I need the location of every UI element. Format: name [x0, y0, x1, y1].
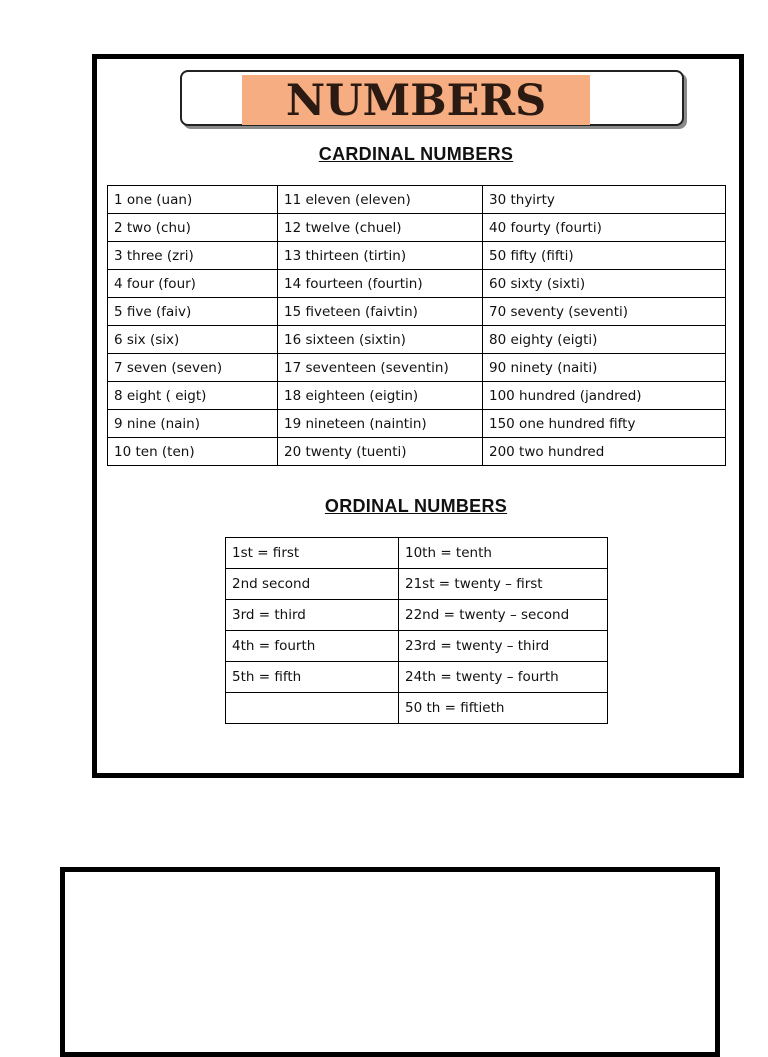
table-cell: 40 fourty (fourti) — [483, 214, 726, 242]
table-row — [226, 538, 608, 569]
table-cell: 9 nine (nain) — [108, 410, 278, 438]
table-row — [108, 326, 726, 354]
table-row — [108, 270, 726, 298]
table-cell: 19 nineteen (naintin) — [278, 410, 483, 438]
table-cell: 22nd = twenty – second — [399, 600, 608, 631]
table-row — [108, 298, 726, 326]
table-cell: 8 eight ( eigt) — [108, 382, 278, 410]
table-cell: 7 seven (seven) — [108, 354, 278, 382]
bottom-border-frame — [60, 867, 720, 1057]
table-cell: 60 sixty (sixti) — [483, 270, 726, 298]
table-row — [108, 186, 726, 214]
table-cell: 2nd second — [226, 569, 399, 600]
table-row — [108, 354, 726, 382]
table-cell: 5th = fifth — [226, 662, 399, 693]
table-cell: 13 thirteen (tirtin) — [278, 242, 483, 270]
table-cell: 1 one (uan) — [108, 186, 278, 214]
table-cell: 200 two hundred — [483, 438, 726, 466]
table-cell: 10 ten (ten) — [108, 438, 278, 466]
table-cell: 90 ninety (naiti) — [483, 354, 726, 382]
table-cell: 100 hundred (jandred) — [483, 382, 726, 410]
table-cell: 70 seventy (seventi) — [483, 298, 726, 326]
table-cell: 6 six (six) — [108, 326, 278, 354]
table-cell: 50 fifty (fifti) — [483, 242, 726, 270]
table-cell: 23rd = twenty – third — [399, 631, 608, 662]
table-cell: 4th = fourth — [226, 631, 399, 662]
table-cell: 21st = twenty – first — [399, 569, 608, 600]
table-cell: 14 fourteen (fourtin) — [278, 270, 483, 298]
ordinal-heading: ORDINAL NUMBERS — [324, 496, 508, 516]
ordinal-numbers-table — [225, 537, 608, 724]
cardinal-numbers-table — [107, 185, 726, 466]
table-cell: 20 twenty (tuenti) — [278, 438, 483, 466]
table-cell: 80 eighty (eigti) — [483, 326, 726, 354]
table-row — [226, 600, 608, 631]
table-cell: 16 sixteen (sixtin) — [278, 326, 483, 354]
table-row — [226, 662, 608, 693]
table-row — [108, 214, 726, 242]
cardinal-heading: CARDINAL NUMBERS — [318, 144, 514, 164]
table-cell: 150 one hundred fifty — [483, 410, 726, 438]
table-cell: 24th = twenty – fourth — [399, 662, 608, 693]
table-row — [108, 242, 726, 270]
table-row — [108, 382, 726, 410]
table-row — [226, 693, 608, 724]
table-cell: 4 four (four) — [108, 270, 278, 298]
table-cell: 17 seventeen (seventin) — [278, 354, 483, 382]
table-cell — [226, 693, 399, 724]
table-row — [226, 631, 608, 662]
table-cell: 30 thyirty — [483, 186, 726, 214]
table-row — [226, 569, 608, 600]
table-cell: 18 eighteen (eigtin) — [278, 382, 483, 410]
table-cell: 50 th = fiftieth — [399, 693, 608, 724]
table-cell: 2 two (chu) — [108, 214, 278, 242]
table-row — [108, 410, 726, 438]
table-cell: 1st = first — [226, 538, 399, 569]
table-row — [108, 438, 726, 466]
table-cell: 5 five (faiv) — [108, 298, 278, 326]
table-cell: 3rd = third — [226, 600, 399, 631]
table-cell: 11 eleven (eleven) — [278, 186, 483, 214]
table-cell: 10th = tenth — [399, 538, 608, 569]
table-cell: 12 twelve (chuel) — [278, 214, 483, 242]
table-cell: 15 fiveteen (faivtin) — [278, 298, 483, 326]
page-title: NUMBERS — [285, 76, 547, 126]
table-cell: 3 three (zri) — [108, 242, 278, 270]
